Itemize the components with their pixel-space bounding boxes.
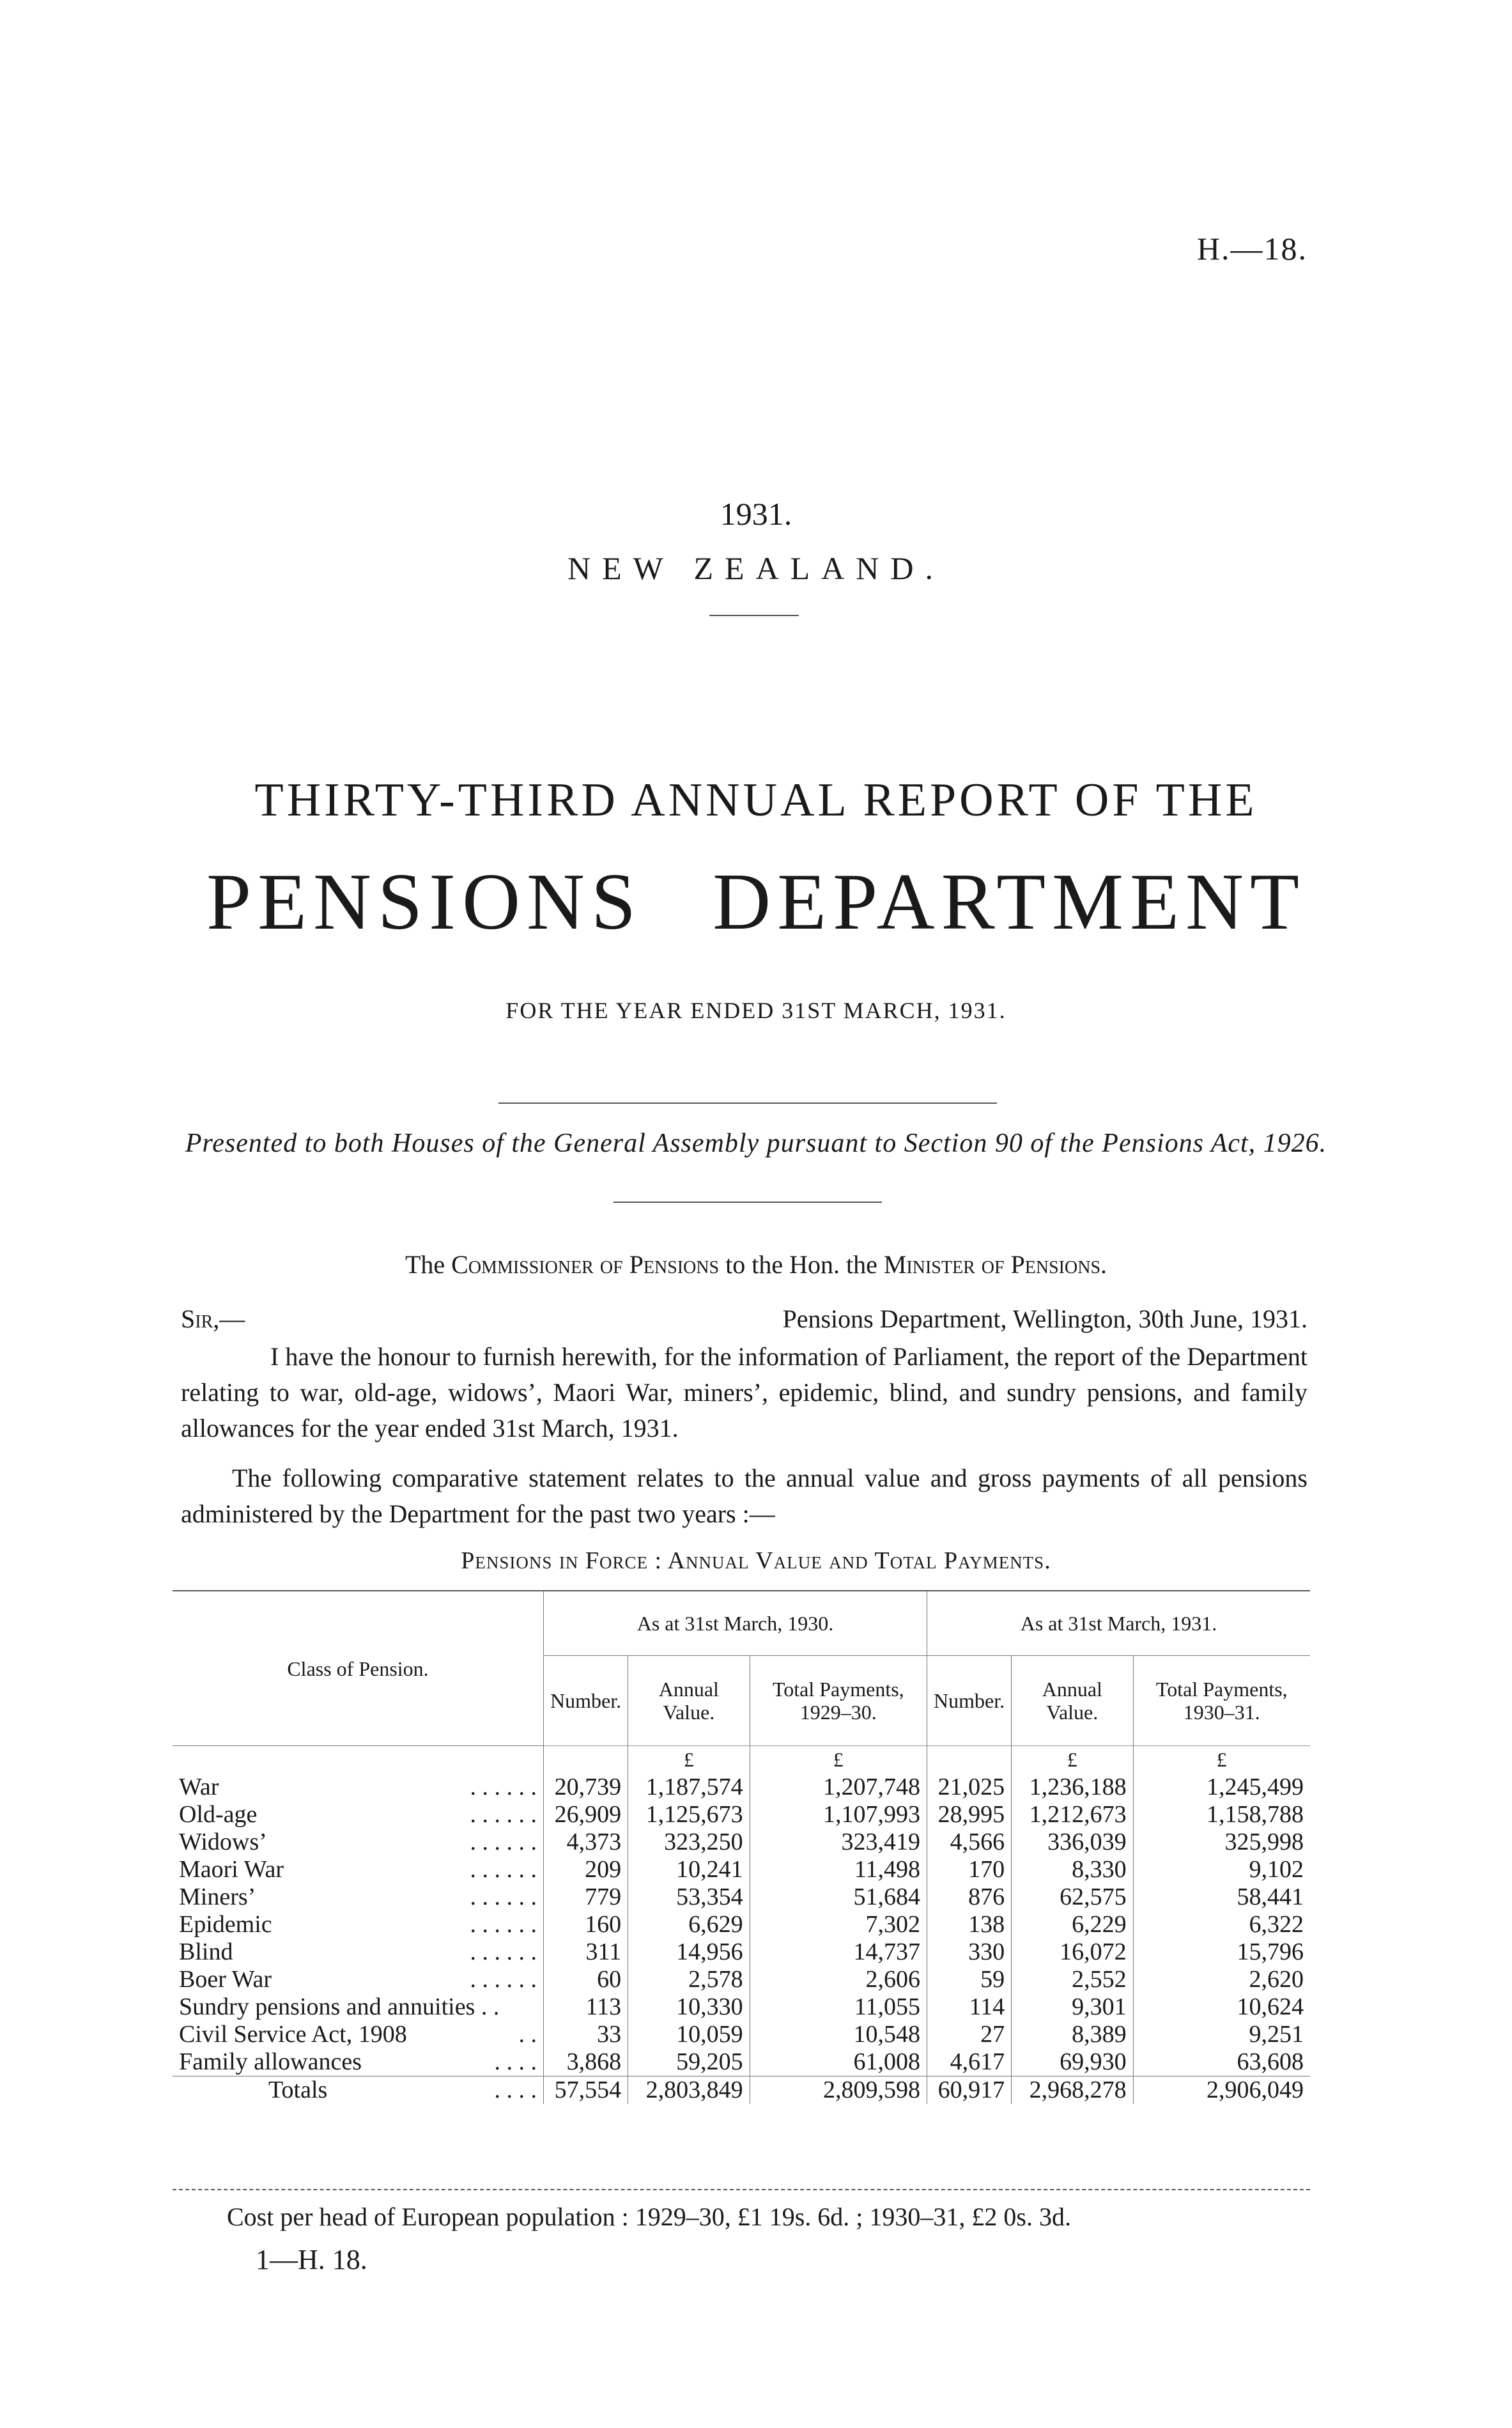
row-label: Old-age: [179, 1801, 258, 1828]
cell-total-1930: 51,684: [750, 1883, 927, 1911]
paragraph: The following comparative statement relates to the annual value and gross payments of all pensions administered by the Department for the past two years :—: [181, 1464, 1308, 1528]
pound-sign: £: [628, 1746, 750, 1774]
cell-annual-1931: 2,552: [1012, 1966, 1134, 1993]
cell-number-1930: 779: [544, 1883, 628, 1911]
cell-total-1930: 10,548: [750, 2021, 927, 2048]
cell-total-1931: 10,624: [1133, 1993, 1310, 2021]
cell-total-1931: 58,441: [1133, 1883, 1310, 1911]
totals-row: [173, 2076, 1310, 2105]
leader-dots: . . . . . .: [470, 1774, 537, 1800]
cell-number-1931: 138: [927, 1911, 1011, 1938]
leader-dots: . . . . . .: [470, 1938, 537, 1965]
cell-annual-1931: 336,039: [1012, 1829, 1134, 1856]
cell-total-1930: 11,055: [750, 1993, 927, 2021]
table-row: [173, 1911, 1310, 1938]
cost-per-head: Cost per head of European population : 1929–30, £1 19s. 6d. ; 1930–31, £2 0s. 3d.: [227, 2202, 1071, 2231]
leader-dots: . . . .: [494, 2076, 537, 2103]
cell-number-1931: 4,617: [927, 2048, 1011, 2076]
cell-annual-1930: 59,205: [628, 2048, 750, 2076]
cell-annual-1931: 69,930: [1012, 2048, 1134, 2076]
cell-number-1931: 59: [927, 1966, 1011, 1993]
cell-annual-1931: 1,212,673: [1012, 1801, 1134, 1829]
leader-dots: . . . . . .: [470, 1883, 537, 1910]
cell-annual-1930: 10,330: [628, 1993, 750, 2021]
cell-total-1931: 6,322: [1133, 1911, 1310, 1938]
col-annual-1931: Annual Value.: [1012, 1656, 1134, 1746]
cell-number-1930: 160: [544, 1911, 628, 1938]
leader-dots: . . . . . .: [470, 1911, 537, 1938]
total-annual-1931: 2,968,278: [1012, 2076, 1134, 2105]
cell-number-1930: 3,868: [544, 2048, 628, 2076]
col-number-1930: Number.: [544, 1656, 628, 1746]
leader-dots: . .: [481, 1993, 500, 2020]
cell-annual-1931: 1,236,188: [1012, 1774, 1134, 1801]
table-row: [173, 1966, 1310, 1993]
cell-total-1931: 1,245,499: [1133, 1774, 1310, 1801]
cell-annual-1931: 62,575: [1012, 1883, 1134, 1911]
pound-sign: £: [1133, 1746, 1310, 1774]
cell-annual-1931: 6,229: [1012, 1911, 1134, 1938]
cell-total-1930: 7,302: [750, 1911, 927, 1938]
pound-sign: £: [750, 1746, 927, 1774]
cell-annual-1930: 1,187,574: [628, 1774, 750, 1801]
cell-total-1930: 2,606: [750, 1966, 927, 1993]
leader-dots: . . . . . .: [470, 1966, 537, 1993]
cell-annual-1930: 2,578: [628, 1966, 750, 1993]
row-label: Blind: [179, 1938, 233, 1965]
address-to: Minister of Pensions.: [883, 1250, 1107, 1279]
cell-annual-1930: 10,241: [628, 1856, 750, 1883]
table-bottom-rule: [173, 2189, 1310, 2190]
cell-number-1931: 27: [927, 2021, 1011, 2048]
cell-total-1931: 63,608: [1133, 2048, 1310, 2076]
group-header-1931: As at 31st March, 1931.: [927, 1591, 1310, 1656]
paragraph: I have the honour to furnish herewith, for the information of Parliament, the report of the Department relating to war, old-age, widows’, Maori War, miners’, epidemic, blind, and sundry pensions, and family allowances for the year ended 31st March, 1931.: [181, 1342, 1308, 1442]
cell-number-1931: 330: [927, 1938, 1011, 1966]
report-period: FOR THE YEAR ENDED 31ST MARCH, 1931.: [505, 998, 1007, 1023]
leader-dots: . . . . . .: [470, 1829, 537, 1855]
cell-annual-1930: 10,059: [628, 2021, 750, 2048]
cell-number-1931: 28,995: [927, 1801, 1011, 1829]
pensions-table: [173, 1591, 1310, 2104]
leader-dots: . .: [518, 2021, 537, 2048]
total-payments-1930: 2,809,598: [750, 2076, 927, 2105]
cell-annual-1931: 9,301: [1012, 1993, 1134, 2021]
cell-total-1931: 1,158,788: [1133, 1801, 1310, 1829]
row-label: Miners’: [179, 1883, 256, 1910]
row-label: Epidemic: [179, 1911, 272, 1938]
cell-total-1931: 9,251: [1133, 2021, 1310, 2048]
cell-annual-1930: 1,125,673: [628, 1801, 750, 1829]
table-row: [173, 1856, 1310, 1883]
table-row: [173, 1938, 1310, 1966]
cell-total-1931: 325,998: [1133, 1829, 1310, 1856]
cell-number-1931: 21,025: [927, 1774, 1011, 1801]
total-number-1930: 57,554: [544, 2076, 628, 2105]
cell-total-1931: 9,102: [1133, 1856, 1310, 1883]
table-row: [173, 1829, 1310, 1856]
col-number-1931: Number.: [927, 1656, 1011, 1746]
cell-annual-1931: 8,330: [1012, 1856, 1134, 1883]
cell-total-1930: 14,737: [750, 1938, 927, 1966]
table-title: Pensions in Force : Annual Value and Total Payments.: [461, 1547, 1051, 1574]
cell-number-1930: 311: [544, 1938, 628, 1966]
divider: [498, 1102, 997, 1104]
table-row: [173, 1993, 1310, 2021]
divider: [613, 1202, 882, 1203]
sheet-mark: 1—H. 18.: [256, 2244, 367, 2275]
cell-number-1931: 4,566: [927, 1829, 1011, 1856]
cell-number-1930: 209: [544, 1856, 628, 1883]
cell-total-1930: 323,419: [750, 1829, 927, 1856]
row-label: War: [179, 1774, 219, 1800]
class-header: Class of Pension.: [173, 1591, 544, 1746]
cell-number-1930: 4,373: [544, 1829, 628, 1856]
letter-address: [0, 1249, 1512, 1280]
totals-label: Totals: [268, 2076, 328, 2103]
row-label: Boer War: [179, 1966, 272, 1993]
currency-row: [173, 1746, 1310, 1774]
col-total-1931: Total Payments, 1930–31.: [1133, 1656, 1310, 1746]
dateline: Pensions Department, Wellington, 30th June, 1931.: [782, 1304, 1308, 1333]
presented-notice: Presented to both Houses of the General Assembly pursuant to Section 90 of the Pensions Act, 1926.: [185, 1129, 1327, 1158]
total-number-1931: 60,917: [927, 2076, 1011, 2105]
leader-dots: . . . . . .: [470, 1801, 537, 1828]
group-header-1930: As at 31st March, 1930.: [544, 1591, 927, 1656]
row-label: Family allowances: [179, 2048, 362, 2075]
cell-number-1931: 876: [927, 1883, 1011, 1911]
cell-number-1930: 26,909: [544, 1801, 628, 1829]
address-prefix: The: [405, 1250, 445, 1279]
cell-number-1931: 114: [927, 1993, 1011, 2021]
row-label: Civil Service Act, 1908: [179, 2021, 407, 2048]
cell-annual-1930: 14,956: [628, 1938, 750, 1966]
cell-annual-1930: 6,629: [628, 1911, 750, 1938]
cell-total-1930: 1,107,993: [750, 1801, 927, 1829]
salutation: Sir,—: [181, 1304, 245, 1333]
title-word-department: DEPARTMENT: [713, 858, 1306, 947]
cell-annual-1930: 323,250: [628, 1829, 750, 1856]
country-heading: NEW ZEALAND.: [567, 550, 945, 586]
cell-number-1931: 170: [927, 1856, 1011, 1883]
title-word-pensions: PENSIONS: [206, 858, 643, 947]
col-total-1930: Total Payments, 1929–30.: [750, 1656, 927, 1746]
total-annual-1930: 2,803,849: [628, 2076, 750, 2105]
cell-total-1931: 2,620: [1133, 1966, 1310, 1993]
cell-number-1930: 113: [544, 1993, 628, 2021]
row-label: Widows’: [179, 1829, 267, 1855]
report-title-line1: THIRTY-THIRD ANNUAL REPORT OF THE: [254, 774, 1258, 826]
table-row: [173, 1883, 1310, 1911]
page-reference: H.—18.: [1196, 231, 1308, 267]
table-row: [173, 1801, 1310, 1829]
row-label: Sundry pensions and annuities: [179, 1993, 475, 2020]
address-from: Commissioner of Pensions: [451, 1250, 720, 1279]
cell-annual-1930: 53,354: [628, 1883, 750, 1911]
cell-number-1930: 33: [544, 2021, 628, 2048]
cell-number-1930: 20,739: [544, 1774, 628, 1801]
report-year: 1931.: [720, 496, 792, 532]
cell-total-1930: 1,207,748: [750, 1774, 927, 1801]
address-middle: to the Hon. the: [725, 1250, 877, 1279]
total-payments-1931: 2,906,049: [1133, 2076, 1310, 2105]
report-title-main: [0, 856, 1512, 948]
table-row: [173, 2048, 1310, 2076]
divider: [709, 615, 799, 616]
table-row: [173, 1774, 1310, 1801]
table-row: [173, 2021, 1310, 2048]
row-label: Maori War: [179, 1856, 284, 1883]
col-annual-1930: Annual Value.: [628, 1656, 750, 1746]
cell-number-1930: 60: [544, 1966, 628, 1993]
cell-total-1931: 15,796: [1133, 1938, 1310, 1966]
cell-total-1930: 61,008: [750, 2048, 927, 2076]
cell-annual-1931: 16,072: [1012, 1938, 1134, 1966]
leader-dots: . . . .: [494, 2048, 537, 2075]
cell-total-1930: 11,498: [750, 1856, 927, 1883]
leader-dots: . . . . . .: [470, 1856, 537, 1883]
cell-annual-1931: 8,389: [1012, 2021, 1134, 2048]
pound-sign: £: [1012, 1746, 1134, 1774]
